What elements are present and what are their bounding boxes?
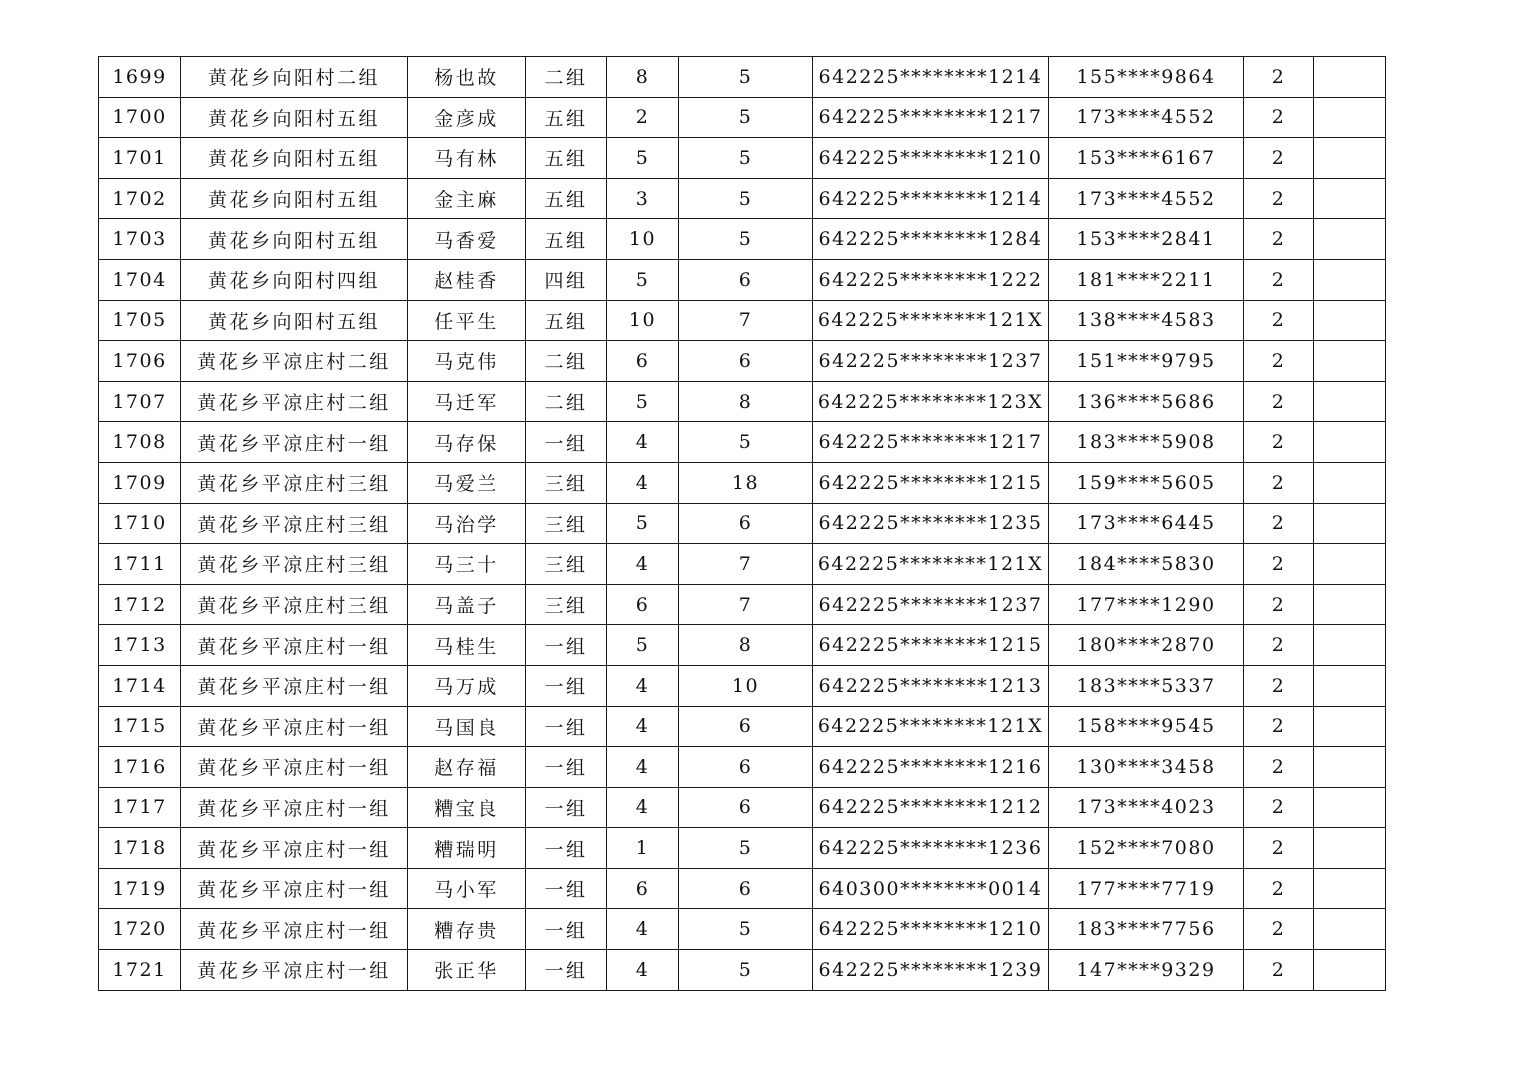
id-number-cell: 642225********1222: [813, 259, 1049, 300]
col-5-value-cell: 4: [607, 706, 679, 747]
table-row: [99, 828, 1386, 869]
table-row: [99, 341, 1386, 382]
remark-cell: [1314, 706, 1386, 747]
address-cell: 黄花乡向阳村五组: [181, 300, 408, 341]
serial-number-cell: 1702: [99, 178, 181, 219]
remark-cell: [1314, 828, 1386, 869]
serial-number-cell: 1716: [99, 747, 181, 788]
col-5-value-cell: 4: [607, 462, 679, 503]
table-row: [99, 57, 1386, 98]
id-number-cell: 642225********1215: [813, 625, 1049, 666]
group-cell: 三组: [526, 462, 607, 503]
address-cell: 黄花乡平凉庄村三组: [181, 503, 408, 544]
phone-number-cell: 183****5337: [1049, 665, 1244, 706]
remark-cell: [1314, 97, 1386, 138]
remark-cell: [1314, 381, 1386, 422]
col-6-value-cell: 5: [679, 950, 813, 991]
id-number-cell: 642225********1217: [813, 97, 1049, 138]
col-5-value-cell: 5: [607, 259, 679, 300]
name-cell: 马爱兰: [408, 462, 526, 503]
remark-cell: [1314, 300, 1386, 341]
remark-cell: [1314, 341, 1386, 382]
col-5-value-cell: 6: [607, 584, 679, 625]
table-row: [99, 747, 1386, 788]
col-5-value-cell: 5: [607, 625, 679, 666]
col-5-value-cell: 8: [607, 57, 679, 98]
remark-cell: [1314, 584, 1386, 625]
id-number-cell: 642225********1212: [813, 787, 1049, 828]
col-9-value-cell: 2: [1244, 950, 1314, 991]
col-6-value-cell: 7: [679, 300, 813, 341]
table-row: [99, 625, 1386, 666]
remark-cell: [1314, 665, 1386, 706]
serial-number-cell: 1720: [99, 909, 181, 950]
col-5-value-cell: 4: [607, 422, 679, 463]
phone-number-cell: 152****7080: [1049, 828, 1244, 869]
col-6-value-cell: 8: [679, 625, 813, 666]
table-body: [99, 57, 1386, 991]
address-cell: 黄花乡向阳村五组: [181, 178, 408, 219]
remark-cell: [1314, 909, 1386, 950]
table-row: [99, 259, 1386, 300]
col-5-value-cell: 4: [607, 909, 679, 950]
serial-number-cell: 1713: [99, 625, 181, 666]
col-5-value-cell: 10: [607, 219, 679, 260]
col-5-value-cell: 4: [607, 544, 679, 585]
group-cell: 三组: [526, 503, 607, 544]
phone-number-cell: 147****9329: [1049, 950, 1244, 991]
remark-cell: [1314, 868, 1386, 909]
col-6-value-cell: 6: [679, 747, 813, 788]
id-number-cell: 642225********1235: [813, 503, 1049, 544]
address-cell: 黄花乡平凉庄村一组: [181, 909, 408, 950]
phone-number-cell: 173****4552: [1049, 178, 1244, 219]
address-cell: 黄花乡平凉庄村一组: [181, 665, 408, 706]
col-6-value-cell: 18: [679, 462, 813, 503]
remark-cell: [1314, 544, 1386, 585]
col-5-value-cell: 1: [607, 828, 679, 869]
name-cell: 赵存福: [408, 747, 526, 788]
col-6-value-cell: 6: [679, 341, 813, 382]
table-row: [99, 381, 1386, 422]
serial-number-cell: 1718: [99, 828, 181, 869]
col-9-value-cell: 2: [1244, 219, 1314, 260]
col-6-value-cell: 5: [679, 909, 813, 950]
col-5-value-cell: 6: [607, 341, 679, 382]
table-row: [99, 544, 1386, 585]
table-row: [99, 584, 1386, 625]
id-number-cell: 642225********1210: [813, 909, 1049, 950]
serial-number-cell: 1700: [99, 97, 181, 138]
name-cell: 金主麻: [408, 178, 526, 219]
col-6-value-cell: 5: [679, 178, 813, 219]
col-5-value-cell: 4: [607, 665, 679, 706]
name-cell: 马国良: [408, 706, 526, 747]
phone-number-cell: 173****4023: [1049, 787, 1244, 828]
address-cell: 黄花乡向阳村四组: [181, 259, 408, 300]
phone-number-cell: 183****5908: [1049, 422, 1244, 463]
col-5-value-cell: 6: [607, 868, 679, 909]
name-cell: 马小军: [408, 868, 526, 909]
col-5-value-cell: 2: [607, 97, 679, 138]
table-row: [99, 950, 1386, 991]
col-6-value-cell: 6: [679, 706, 813, 747]
id-number-cell: 642225********123X: [813, 381, 1049, 422]
col-9-value-cell: 2: [1244, 828, 1314, 869]
name-cell: 马桂生: [408, 625, 526, 666]
group-cell: 五组: [526, 219, 607, 260]
id-number-cell: 642225********121X: [813, 544, 1049, 585]
col-9-value-cell: 2: [1244, 706, 1314, 747]
group-cell: 五组: [526, 138, 607, 179]
id-number-cell: 642225********1284: [813, 219, 1049, 260]
col-9-value-cell: 2: [1244, 462, 1314, 503]
id-number-cell: 642225********1237: [813, 341, 1049, 382]
address-cell: 黄花乡平凉庄村一组: [181, 422, 408, 463]
table-row: [99, 300, 1386, 341]
id-number-cell: 640300********0014: [813, 868, 1049, 909]
id-number-cell: 642225********1215: [813, 462, 1049, 503]
col-6-value-cell: 6: [679, 868, 813, 909]
group-cell: 一组: [526, 909, 607, 950]
col-6-value-cell: 5: [679, 97, 813, 138]
name-cell: 张正华: [408, 950, 526, 991]
name-cell: 金彦成: [408, 97, 526, 138]
id-number-cell: 642225********1217: [813, 422, 1049, 463]
col-9-value-cell: 2: [1244, 909, 1314, 950]
group-cell: 五组: [526, 97, 607, 138]
col-6-value-cell: 10: [679, 665, 813, 706]
address-cell: 黄花乡平凉庄村三组: [181, 462, 408, 503]
id-number-cell: 642225********121X: [813, 300, 1049, 341]
address-cell: 黄花乡平凉庄村三组: [181, 544, 408, 585]
table-row: [99, 868, 1386, 909]
address-cell: 黄花乡平凉庄村一组: [181, 787, 408, 828]
table-row: [99, 178, 1386, 219]
id-number-cell: 642225********1237: [813, 584, 1049, 625]
name-cell: 糟宝良: [408, 787, 526, 828]
address-cell: 黄花乡平凉庄村一组: [181, 625, 408, 666]
name-cell: 马克伟: [408, 341, 526, 382]
col-9-value-cell: 2: [1244, 747, 1314, 788]
address-cell: 黄花乡平凉庄村一组: [181, 706, 408, 747]
name-cell: 杨也故: [408, 57, 526, 98]
col-5-value-cell: 5: [607, 503, 679, 544]
group-cell: 二组: [526, 381, 607, 422]
col-9-value-cell: 2: [1244, 138, 1314, 179]
table-row: [99, 909, 1386, 950]
name-cell: 马香爱: [408, 219, 526, 260]
serial-number-cell: 1714: [99, 665, 181, 706]
address-cell: 黄花乡平凉庄村二组: [181, 341, 408, 382]
name-cell: 马治学: [408, 503, 526, 544]
address-cell: 黄花乡平凉庄村二组: [181, 381, 408, 422]
col-9-value-cell: 2: [1244, 341, 1314, 382]
id-number-cell: 642225********1213: [813, 665, 1049, 706]
group-cell: 一组: [526, 787, 607, 828]
col-5-value-cell: 4: [607, 787, 679, 828]
group-cell: 一组: [526, 950, 607, 991]
remark-cell: [1314, 747, 1386, 788]
name-cell: 赵桂香: [408, 259, 526, 300]
phone-number-cell: 177****7719: [1049, 868, 1244, 909]
remark-cell: [1314, 503, 1386, 544]
col-9-value-cell: 2: [1244, 381, 1314, 422]
address-cell: 黄花乡平凉庄村一组: [181, 747, 408, 788]
remark-cell: [1314, 259, 1386, 300]
name-cell: 马存保: [408, 422, 526, 463]
group-cell: 二组: [526, 341, 607, 382]
table-row: [99, 219, 1386, 260]
serial-number-cell: 1709: [99, 462, 181, 503]
col-9-value-cell: 2: [1244, 584, 1314, 625]
col-9-value-cell: 2: [1244, 665, 1314, 706]
address-cell: 黄花乡平凉庄村三组: [181, 584, 408, 625]
serial-number-cell: 1703: [99, 219, 181, 260]
col-6-value-cell: 7: [679, 544, 813, 585]
serial-number-cell: 1706: [99, 341, 181, 382]
col-5-value-cell: 4: [607, 950, 679, 991]
serial-number-cell: 1712: [99, 584, 181, 625]
col-5-value-cell: 5: [607, 138, 679, 179]
col-6-value-cell: 5: [679, 828, 813, 869]
phone-number-cell: 158****9545: [1049, 706, 1244, 747]
name-cell: 马三十: [408, 544, 526, 585]
name-cell: 马有林: [408, 138, 526, 179]
col-6-value-cell: 6: [679, 503, 813, 544]
col-9-value-cell: 2: [1244, 422, 1314, 463]
phone-number-cell: 151****9795: [1049, 341, 1244, 382]
name-cell: 马万成: [408, 665, 526, 706]
group-cell: 三组: [526, 544, 607, 585]
phone-number-cell: 136****5686: [1049, 381, 1244, 422]
remark-cell: [1314, 219, 1386, 260]
col-5-value-cell: 10: [607, 300, 679, 341]
group-cell: 一组: [526, 422, 607, 463]
col-9-value-cell: 2: [1244, 625, 1314, 666]
serial-number-cell: 1701: [99, 138, 181, 179]
phone-number-cell: 183****7756: [1049, 909, 1244, 950]
table-row: [99, 138, 1386, 179]
col-9-value-cell: 2: [1244, 300, 1314, 341]
group-cell: 一组: [526, 828, 607, 869]
id-number-cell: 642225********121X: [813, 706, 1049, 747]
phone-number-cell: 159****5605: [1049, 462, 1244, 503]
col-9-value-cell: 2: [1244, 178, 1314, 219]
serial-number-cell: 1715: [99, 706, 181, 747]
household-table: [98, 56, 1386, 991]
col-6-value-cell: 7: [679, 584, 813, 625]
col-9-value-cell: 2: [1244, 259, 1314, 300]
table-row: [99, 706, 1386, 747]
group-cell: 一组: [526, 868, 607, 909]
serial-number-cell: 1721: [99, 950, 181, 991]
table-row: [99, 97, 1386, 138]
group-cell: 一组: [526, 706, 607, 747]
id-number-cell: 642225********1214: [813, 178, 1049, 219]
serial-number-cell: 1699: [99, 57, 181, 98]
col-5-value-cell: 4: [607, 747, 679, 788]
col-6-value-cell: 5: [679, 422, 813, 463]
serial-number-cell: 1717: [99, 787, 181, 828]
serial-number-cell: 1707: [99, 381, 181, 422]
remark-cell: [1314, 625, 1386, 666]
phone-number-cell: 177****1290: [1049, 584, 1244, 625]
remark-cell: [1314, 462, 1386, 503]
address-cell: 黄花乡平凉庄村一组: [181, 828, 408, 869]
table-row: [99, 787, 1386, 828]
id-number-cell: 642225********1214: [813, 57, 1049, 98]
col-5-value-cell: 5: [607, 381, 679, 422]
remark-cell: [1314, 950, 1386, 991]
col-5-value-cell: 3: [607, 178, 679, 219]
phone-number-cell: 153****6167: [1049, 138, 1244, 179]
remark-cell: [1314, 422, 1386, 463]
phone-number-cell: 180****2870: [1049, 625, 1244, 666]
col-9-value-cell: 2: [1244, 787, 1314, 828]
col-9-value-cell: 2: [1244, 544, 1314, 585]
group-cell: 四组: [526, 259, 607, 300]
phone-number-cell: 153****2841: [1049, 219, 1244, 260]
id-number-cell: 642225********1236: [813, 828, 1049, 869]
phone-number-cell: 173****6445: [1049, 503, 1244, 544]
col-6-value-cell: 6: [679, 787, 813, 828]
name-cell: 糟瑞明: [408, 828, 526, 869]
address-cell: 黄花乡向阳村五组: [181, 138, 408, 179]
col-9-value-cell: 2: [1244, 57, 1314, 98]
group-cell: 三组: [526, 584, 607, 625]
group-cell: 五组: [526, 300, 607, 341]
group-cell: 一组: [526, 747, 607, 788]
id-number-cell: 642225********1216: [813, 747, 1049, 788]
group-cell: 一组: [526, 665, 607, 706]
serial-number-cell: 1704: [99, 259, 181, 300]
serial-number-cell: 1711: [99, 544, 181, 585]
name-cell: 马盖子: [408, 584, 526, 625]
remark-cell: [1314, 787, 1386, 828]
table-row: [99, 422, 1386, 463]
serial-number-cell: 1719: [99, 868, 181, 909]
remark-cell: [1314, 178, 1386, 219]
col-6-value-cell: 5: [679, 219, 813, 260]
address-cell: 黄花乡向阳村五组: [181, 97, 408, 138]
name-cell: 糟存贵: [408, 909, 526, 950]
col-6-value-cell: 5: [679, 138, 813, 179]
phone-number-cell: 155****9864: [1049, 57, 1244, 98]
serial-number-cell: 1705: [99, 300, 181, 341]
serial-number-cell: 1710: [99, 503, 181, 544]
table-row: [99, 665, 1386, 706]
remark-cell: [1314, 57, 1386, 98]
address-cell: 黄花乡向阳村二组: [181, 57, 408, 98]
group-cell: 一组: [526, 625, 607, 666]
phone-number-cell: 181****2211: [1049, 259, 1244, 300]
col-6-value-cell: 8: [679, 381, 813, 422]
id-number-cell: 642225********1239: [813, 950, 1049, 991]
group-cell: 二组: [526, 57, 607, 98]
phone-number-cell: 138****4583: [1049, 300, 1244, 341]
address-cell: 黄花乡平凉庄村一组: [181, 868, 408, 909]
table-row: [99, 462, 1386, 503]
col-9-value-cell: 2: [1244, 868, 1314, 909]
address-cell: 黄花乡向阳村五组: [181, 219, 408, 260]
address-cell: 黄花乡平凉庄村一组: [181, 950, 408, 991]
table-row: [99, 503, 1386, 544]
col-9-value-cell: 2: [1244, 97, 1314, 138]
col-6-value-cell: 5: [679, 57, 813, 98]
phone-number-cell: 184****5830: [1049, 544, 1244, 585]
phone-number-cell: 130****3458: [1049, 747, 1244, 788]
col-9-value-cell: 2: [1244, 503, 1314, 544]
name-cell: 任平生: [408, 300, 526, 341]
remark-cell: [1314, 138, 1386, 179]
name-cell: 马迁军: [408, 381, 526, 422]
group-cell: 五组: [526, 178, 607, 219]
phone-number-cell: 173****4552: [1049, 97, 1244, 138]
serial-number-cell: 1708: [99, 422, 181, 463]
id-number-cell: 642225********1210: [813, 138, 1049, 179]
col-6-value-cell: 6: [679, 259, 813, 300]
